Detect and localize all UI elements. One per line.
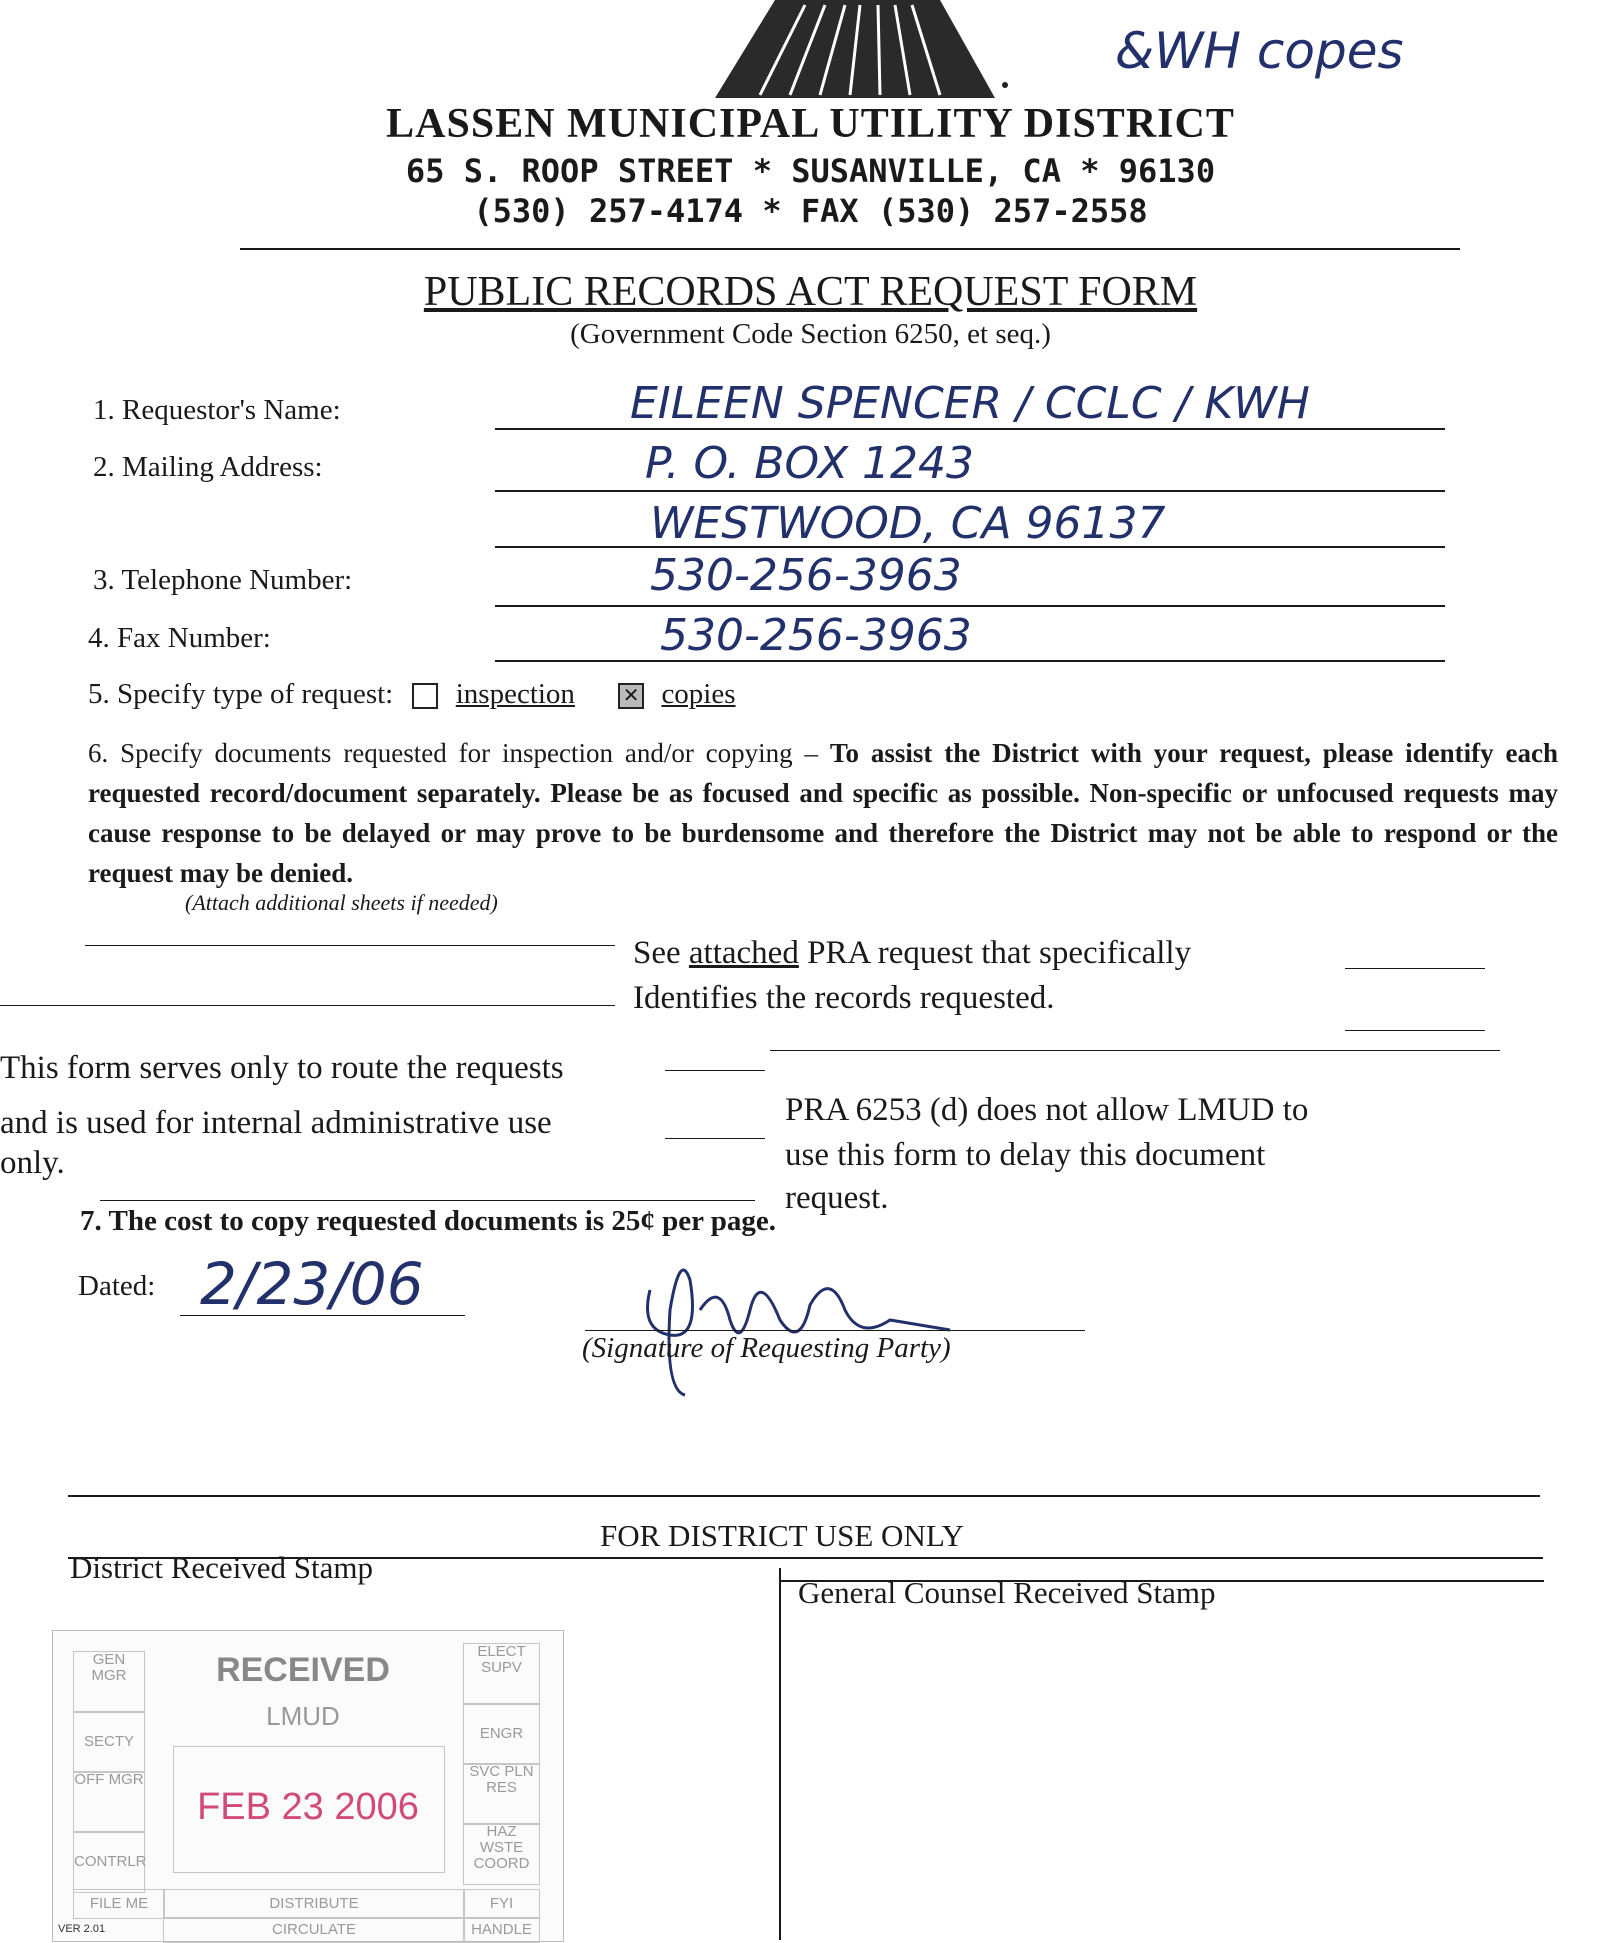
attach-note: (Attach additional sheets if needed) xyxy=(185,890,498,915)
typed-note-rest: PRA request that specifically xyxy=(807,935,1192,971)
telephone-rule xyxy=(495,605,1445,607)
note-line-2 xyxy=(665,1138,765,1139)
note-line-1 xyxy=(665,1070,765,1071)
right-note-1: PRA 6253 (d) does not allow LMUD to xyxy=(785,1092,1309,1128)
stamp-cell-svc-pln: SVC PLN RES xyxy=(463,1763,540,1825)
left-note-3: only. xyxy=(0,1145,65,1181)
handwritten-annotation: &WH copes xyxy=(1115,22,1404,80)
mailing-address-label: 2. Mailing Address: xyxy=(93,451,323,483)
stamp-cell-contrlr: CONTRLR xyxy=(73,1831,145,1893)
signature-rule xyxy=(585,1330,1085,1331)
mailing-address-line2-rule xyxy=(495,546,1445,548)
item6-instructions xyxy=(88,733,1558,893)
org-name: LASSEN MUNICIPAL UTILITY DISTRICT xyxy=(386,101,1235,147)
stamp-cell-file-me: FILE ME xyxy=(73,1889,165,1919)
request-type-row xyxy=(88,678,736,711)
copies-checkbox[interactable]: ✕ xyxy=(618,683,644,709)
district-logo xyxy=(690,0,1020,100)
requestor-name-line xyxy=(495,428,1445,430)
counsel-stamp-label: General Counsel Received Stamp xyxy=(798,1575,1216,1610)
telephone-label: 3. Telephone Number: xyxy=(93,564,353,596)
item6-lead: 6. Specify documents requested for inspection and/or copying – xyxy=(88,738,830,768)
dated-value[interactable]: 2/23/06 xyxy=(200,1250,424,1318)
district-stamp-label: District Received Stamp xyxy=(70,1550,374,1585)
stamp-cell-elect-supv: ELECT SUPV xyxy=(463,1643,540,1705)
form-title: PUBLIC RECORDS ACT REQUEST FORM xyxy=(423,269,1198,315)
stamp-cell-distribute: DISTRIBUTE xyxy=(163,1889,465,1919)
stamp-cell-handle: HANDLE xyxy=(463,1917,540,1943)
district-top-rule xyxy=(68,1495,1540,1497)
form-subtitle: (Government Code Section 6250, et seq.) xyxy=(570,318,1051,350)
stamp-received: RECEIVED xyxy=(216,1651,390,1689)
stamp-cell-haz-wste: HAZ WSTE COORD xyxy=(463,1823,540,1885)
inspection-option: inspection xyxy=(455,678,575,710)
left-note-1: This form serves only to route the requests xyxy=(0,1050,564,1086)
left-note-2: and is used for internal administrative use xyxy=(0,1105,552,1141)
requestor-name-value[interactable]: EILEEN SPENCER / CCLC / KWH xyxy=(630,378,1310,429)
fax-value[interactable]: 530-256-3963 xyxy=(660,610,972,661)
org-address: 65 S. ROOP STREET * SUSANVILLE, CA * 96130 xyxy=(405,152,1216,190)
typed-note-see: See xyxy=(633,935,681,971)
inspection-checkbox[interactable] xyxy=(412,683,438,709)
typed-note-attached: attached xyxy=(688,935,799,971)
copies-option: copies xyxy=(661,678,736,710)
org-phone: (530) 257-4174 * FAX (530) 257-2558 xyxy=(473,192,1148,230)
stamp-cell-circulate: CIRCULATE xyxy=(163,1917,465,1943)
district-heading: FOR DISTRICT USE ONLY xyxy=(600,1518,965,1553)
stamp-cell-secty: SECTY xyxy=(73,1711,145,1773)
request-type-label: 5. Specify type of request: xyxy=(88,678,394,710)
note-line-3 xyxy=(100,1200,755,1201)
requestor-name-label: 1. Requestor's Name: xyxy=(93,394,341,426)
doc-line-2 xyxy=(0,1005,615,1006)
note-line-4 xyxy=(770,1050,1500,1051)
item6-text: To assist the District with your request, please identify each requested record/document separately. Please be as focused and specific as possible. Non-specific or unfocused requests may cause response to be delayed or may prove to be burdensome and therefore the District may not be able to respond or the request may be denied. xyxy=(88,738,1558,888)
signature-mark xyxy=(630,1250,960,1400)
item7-cost: 7. The cost to copy requested documents is 25¢ per page. xyxy=(80,1205,776,1237)
stamp-org: LMUD xyxy=(266,1701,340,1731)
mailing-address-line1-rule xyxy=(495,490,1445,492)
typed-note-line1 xyxy=(633,935,1191,972)
mailing-address-line2[interactable]: WESTWOOD, CA 96137 xyxy=(650,498,1166,549)
typed-note-line2: Identifies the records requested. xyxy=(633,980,1055,1016)
doc-line-3 xyxy=(1345,968,1485,969)
mailing-address-line1[interactable]: P. O. BOX 1243 xyxy=(645,438,975,489)
header-rule xyxy=(240,248,1460,250)
received-stamp xyxy=(52,1630,564,1942)
right-note-2: use this form to delay this document xyxy=(785,1137,1266,1173)
dated-label: Dated: xyxy=(78,1270,156,1302)
signature-caption: (Signature of Requesting Party) xyxy=(582,1332,951,1364)
doc-line-4 xyxy=(1345,1030,1485,1031)
stamp-cell-gen-mgr: GEN MGR xyxy=(73,1651,145,1713)
fax-label: 4. Fax Number: xyxy=(88,622,271,654)
stamp-date: FEB 23 2006 xyxy=(197,1786,419,1828)
stamp-cell-off-mgr: OFF MGR xyxy=(73,1771,145,1833)
right-note-3: request. xyxy=(785,1180,889,1216)
telephone-value[interactable]: 530-256-3963 xyxy=(650,550,962,601)
doc-line-1 xyxy=(85,945,615,946)
dated-rule xyxy=(180,1315,465,1316)
district-divider xyxy=(779,1568,781,1940)
stamp-version: VER 2.01 xyxy=(58,1923,106,1935)
stamp-cell-fyi: FYI xyxy=(463,1889,540,1919)
stamp-cell-engr: ENGR xyxy=(463,1703,540,1765)
fax-rule xyxy=(495,660,1445,662)
